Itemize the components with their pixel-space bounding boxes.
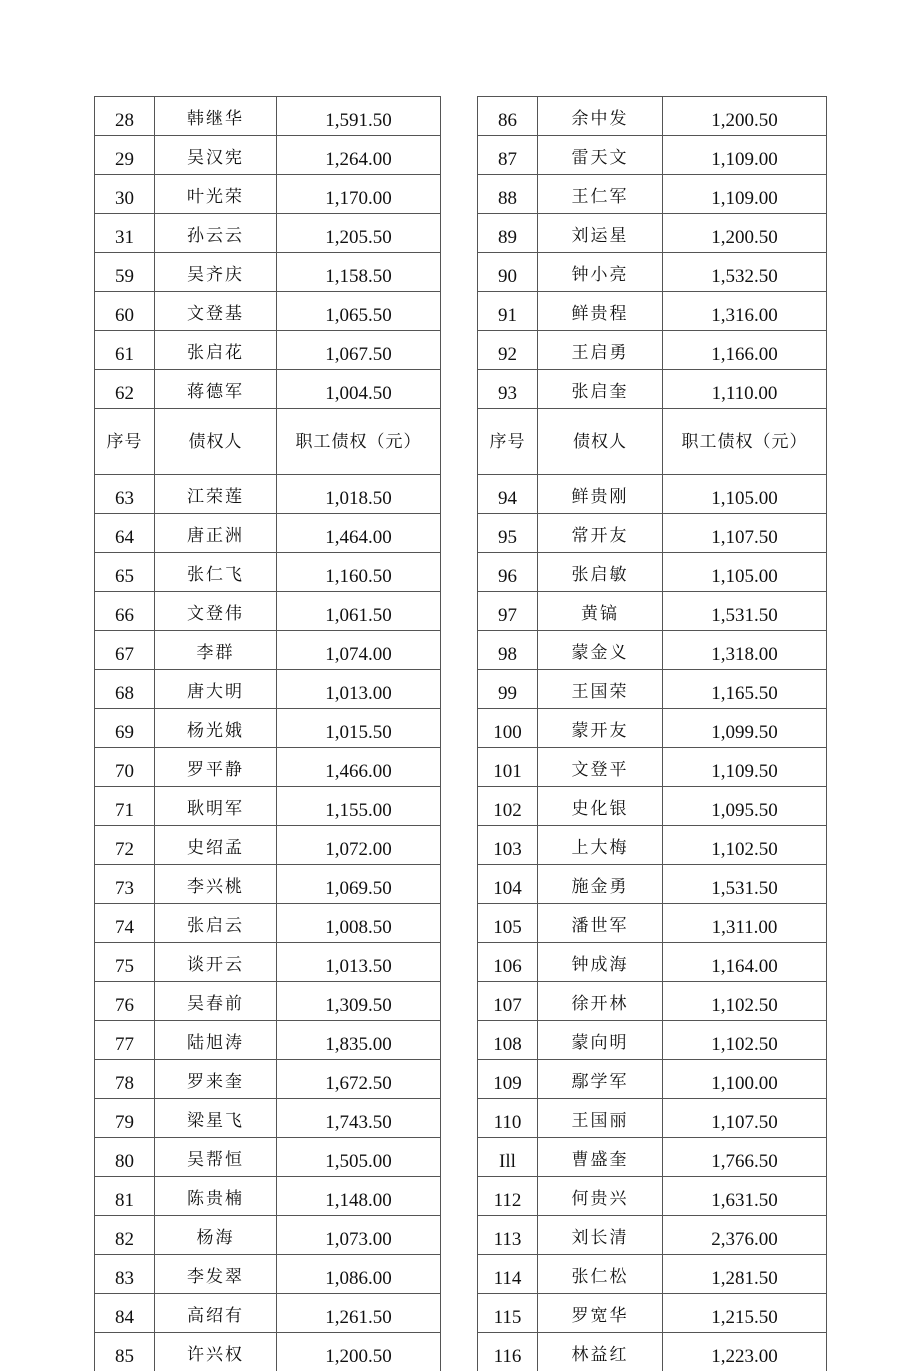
row-creditor: 李群 <box>155 631 277 670</box>
row-amount: 1,215.50 <box>663 1294 827 1333</box>
row-seq: 107 <box>478 982 538 1021</box>
right-header <box>478 409 827 475</box>
row-creditor: 王国荣 <box>538 670 663 709</box>
row-amount: 1,316.00 <box>663 292 827 331</box>
left-header <box>95 409 441 475</box>
row-seq: 115 <box>478 1294 538 1333</box>
row-amount: 1,067.50 <box>277 331 441 370</box>
row-amount: 1,466.00 <box>277 748 441 787</box>
row-seq: 85 <box>95 1333 155 1371</box>
row-creditor: 罗宽华 <box>538 1294 663 1333</box>
row-seq: 89 <box>478 214 538 253</box>
row-creditor: 余中发 <box>538 97 663 136</box>
table-row <box>95 1333 441 1371</box>
row-amount: 1,095.50 <box>663 787 827 826</box>
row-amount: 1,264.00 <box>277 136 441 175</box>
row-seq: Ill <box>478 1138 538 1177</box>
row-creditor: 鲜贵刚 <box>538 475 663 514</box>
table-row <box>95 1294 441 1333</box>
table-header-row <box>95 409 441 475</box>
row-seq: 94 <box>478 475 538 514</box>
row-amount: 1,109.50 <box>663 748 827 787</box>
row-seq: 29 <box>95 136 155 175</box>
row-creditor: 文登伟 <box>155 592 277 631</box>
row-seq: 76 <box>95 982 155 1021</box>
row-amount: 1,766.50 <box>663 1138 827 1177</box>
row-seq: 80 <box>95 1138 155 1177</box>
row-creditor: 唐大明 <box>155 670 277 709</box>
table-row <box>95 1099 441 1138</box>
row-seq: 73 <box>95 865 155 904</box>
row-seq: 28 <box>95 97 155 136</box>
row-creditor: 唐正洲 <box>155 514 277 553</box>
row-creditor: 张启敏 <box>538 553 663 592</box>
row-seq: 63 <box>95 475 155 514</box>
table-row <box>95 1177 441 1216</box>
row-creditor: 文登平 <box>538 748 663 787</box>
table-row <box>478 514 827 553</box>
row-creditor: 雷天文 <box>538 136 663 175</box>
row-creditor: 蒙金义 <box>538 631 663 670</box>
row-seq: 81 <box>95 1177 155 1216</box>
table-row <box>95 982 441 1021</box>
table-row <box>95 826 441 865</box>
row-creditor: 张启花 <box>155 331 277 370</box>
table-row <box>478 1138 827 1177</box>
row-seq: 66 <box>95 592 155 631</box>
row-seq: 87 <box>478 136 538 175</box>
row-creditor: 史绍孟 <box>155 826 277 865</box>
row-creditor: 蒋德军 <box>155 370 277 409</box>
table-row <box>478 97 827 136</box>
row-amount: 1,311.00 <box>663 904 827 943</box>
row-seq: 86 <box>478 97 538 136</box>
left-claims-table <box>94 96 441 1371</box>
table-row <box>478 709 827 748</box>
row-seq: 67 <box>95 631 155 670</box>
row-amount: 1,015.50 <box>277 709 441 748</box>
table-row <box>95 214 441 253</box>
row-amount: 1,013.50 <box>277 943 441 982</box>
table-row <box>95 175 441 214</box>
row-seq: 91 <box>478 292 538 331</box>
row-amount: 1,835.00 <box>277 1021 441 1060</box>
row-creditor: 林益红 <box>538 1333 663 1371</box>
row-amount: 1,505.00 <box>277 1138 441 1177</box>
row-creditor: 许兴权 <box>155 1333 277 1371</box>
row-creditor: 钟成海 <box>538 943 663 982</box>
table-row <box>478 631 827 670</box>
table-row <box>95 787 441 826</box>
table-row <box>478 904 827 943</box>
row-amount: 1,061.50 <box>277 592 441 631</box>
table-row <box>478 370 827 409</box>
table-row <box>478 748 827 787</box>
table-row <box>95 292 441 331</box>
row-creditor: 陆旭涛 <box>155 1021 277 1060</box>
row-amount: 1,105.00 <box>663 475 827 514</box>
row-amount: 1,309.50 <box>277 982 441 1021</box>
row-creditor: 江荣莲 <box>155 475 277 514</box>
table-row <box>478 475 827 514</box>
row-seq: 105 <box>478 904 538 943</box>
row-amount: 1,155.00 <box>277 787 441 826</box>
row-amount: 1,164.00 <box>663 943 827 982</box>
table-row <box>478 1060 827 1099</box>
row-amount: 1,065.50 <box>277 292 441 331</box>
right-claims-table <box>477 96 827 1371</box>
row-creditor: 张启云 <box>155 904 277 943</box>
row-amount: 1,205.50 <box>277 214 441 253</box>
row-seq: 59 <box>95 253 155 292</box>
row-seq: 116 <box>478 1333 538 1371</box>
table-row <box>478 1216 827 1255</box>
row-seq: 100 <box>478 709 538 748</box>
row-seq: 64 <box>95 514 155 553</box>
row-amount: 1,165.50 <box>663 670 827 709</box>
row-amount: 1,107.50 <box>663 1099 827 1138</box>
table-row <box>478 982 827 1021</box>
row-amount: 1,200.50 <box>663 214 827 253</box>
row-creditor: 张启奎 <box>538 370 663 409</box>
row-creditor: 叶光荣 <box>155 175 277 214</box>
row-seq: 90 <box>478 253 538 292</box>
table-row <box>95 514 441 553</box>
row-seq: 88 <box>478 175 538 214</box>
row-creditor: 梁星飞 <box>155 1099 277 1138</box>
row-creditor: 谈开云 <box>155 943 277 982</box>
table-row <box>95 1021 441 1060</box>
row-seq: 113 <box>478 1216 538 1255</box>
table-row <box>478 865 827 904</box>
row-creditor: 吴春前 <box>155 982 277 1021</box>
row-creditor: 杨海 <box>155 1216 277 1255</box>
row-creditor: 耿明军 <box>155 787 277 826</box>
table-row <box>95 631 441 670</box>
header-creditor: 债权人 <box>538 409 663 475</box>
left-top-rows <box>95 97 441 409</box>
table-row <box>95 553 441 592</box>
row-creditor: 罗平静 <box>155 748 277 787</box>
row-seq: 65 <box>95 553 155 592</box>
row-amount: 1,109.00 <box>663 175 827 214</box>
row-creditor: 吴齐庆 <box>155 253 277 292</box>
row-seq: 74 <box>95 904 155 943</box>
row-creditor: 李兴桃 <box>155 865 277 904</box>
row-seq: 93 <box>478 370 538 409</box>
row-amount: 1,166.00 <box>663 331 827 370</box>
row-creditor: 鲜贵程 <box>538 292 663 331</box>
row-creditor: 蒙向明 <box>538 1021 663 1060</box>
row-creditor: 刘运星 <box>538 214 663 253</box>
row-creditor: 徐开林 <box>538 982 663 1021</box>
row-amount: 1,158.50 <box>277 253 441 292</box>
row-creditor: 张仁飞 <box>155 553 277 592</box>
row-amount: 1,074.00 <box>277 631 441 670</box>
row-amount: 1,013.00 <box>277 670 441 709</box>
row-creditor: 王启勇 <box>538 331 663 370</box>
row-creditor: 刘长清 <box>538 1216 663 1255</box>
table-row <box>95 1255 441 1294</box>
row-amount: 1,170.00 <box>277 175 441 214</box>
table-row <box>95 943 441 982</box>
row-amount: 1,631.50 <box>663 1177 827 1216</box>
row-seq: 114 <box>478 1255 538 1294</box>
row-seq: 103 <box>478 826 538 865</box>
table-row <box>95 1216 441 1255</box>
header-seq: 序号 <box>478 409 538 475</box>
table-row <box>95 1138 441 1177</box>
row-amount: 1,086.00 <box>277 1255 441 1294</box>
row-seq: 104 <box>478 865 538 904</box>
row-seq: 83 <box>95 1255 155 1294</box>
table-row <box>95 748 441 787</box>
row-amount: 1,281.50 <box>663 1255 827 1294</box>
row-creditor: 陈贵楠 <box>155 1177 277 1216</box>
row-creditor: 李发翠 <box>155 1255 277 1294</box>
row-seq: 95 <box>478 514 538 553</box>
row-seq: 62 <box>95 370 155 409</box>
table-row <box>95 865 441 904</box>
row-seq: 99 <box>478 670 538 709</box>
row-seq: 75 <box>95 943 155 982</box>
row-amount: 1,672.50 <box>277 1060 441 1099</box>
row-amount: 1,160.50 <box>277 553 441 592</box>
right-top-rows <box>478 97 827 409</box>
row-seq: 69 <box>95 709 155 748</box>
table-row <box>478 943 827 982</box>
row-amount: 1,318.00 <box>663 631 827 670</box>
row-seq: 101 <box>478 748 538 787</box>
row-seq: 61 <box>95 331 155 370</box>
row-amount: 1,102.50 <box>663 826 827 865</box>
row-creditor: 钟小亮 <box>538 253 663 292</box>
row-creditor: 何贵兴 <box>538 1177 663 1216</box>
row-creditor: 曹盛奎 <box>538 1138 663 1177</box>
table-row <box>95 136 441 175</box>
row-amount: 1,073.00 <box>277 1216 441 1255</box>
row-creditor: 潘世军 <box>538 904 663 943</box>
row-seq: 98 <box>478 631 538 670</box>
row-creditor: 史化银 <box>538 787 663 826</box>
row-seq: 109 <box>478 1060 538 1099</box>
row-creditor: 常开友 <box>538 514 663 553</box>
table-row <box>478 592 827 631</box>
table-row <box>478 1099 827 1138</box>
row-amount: 1,200.50 <box>277 1333 441 1371</box>
row-amount: 1,100.00 <box>663 1060 827 1099</box>
row-creditor: 王仁军 <box>538 175 663 214</box>
row-creditor: 鄢学军 <box>538 1060 663 1099</box>
row-amount: 1,743.50 <box>277 1099 441 1138</box>
left-bottom-rows <box>95 475 441 1371</box>
table-row <box>478 253 827 292</box>
row-amount: 1,200.50 <box>663 97 827 136</box>
row-amount: 1,532.50 <box>663 253 827 292</box>
header-claim: 职工债权（元） <box>277 409 441 475</box>
row-seq: 92 <box>478 331 538 370</box>
row-creditor: 上大梅 <box>538 826 663 865</box>
row-creditor: 韩继华 <box>155 97 277 136</box>
table-row <box>95 592 441 631</box>
row-amount: 1,105.00 <box>663 553 827 592</box>
row-creditor: 张仁松 <box>538 1255 663 1294</box>
row-seq: 82 <box>95 1216 155 1255</box>
table-row <box>478 214 827 253</box>
table-row <box>478 1255 827 1294</box>
row-creditor: 高绍有 <box>155 1294 277 1333</box>
row-creditor: 孙云云 <box>155 214 277 253</box>
row-seq: 84 <box>95 1294 155 1333</box>
row-amount: 1,069.50 <box>277 865 441 904</box>
table-row <box>95 904 441 943</box>
row-amount: 1,099.50 <box>663 709 827 748</box>
row-seq: 79 <box>95 1099 155 1138</box>
row-creditor: 文登基 <box>155 292 277 331</box>
table-row <box>95 475 441 514</box>
row-creditor: 施金勇 <box>538 865 663 904</box>
row-creditor: 吴汉宪 <box>155 136 277 175</box>
row-creditor: 蒙开友 <box>538 709 663 748</box>
row-creditor: 黄镐 <box>538 592 663 631</box>
row-amount: 1,531.50 <box>663 592 827 631</box>
row-amount: 1,591.50 <box>277 97 441 136</box>
row-amount: 1,223.00 <box>663 1333 827 1371</box>
table-row <box>95 1060 441 1099</box>
row-seq: 30 <box>95 175 155 214</box>
table-row <box>95 370 441 409</box>
row-amount: 1,109.00 <box>663 136 827 175</box>
table-row <box>478 136 827 175</box>
row-amount: 1,110.00 <box>663 370 827 409</box>
row-amount: 1,107.50 <box>663 514 827 553</box>
row-seq: 77 <box>95 1021 155 1060</box>
table-row <box>95 670 441 709</box>
table-row <box>478 670 827 709</box>
table-row <box>95 97 441 136</box>
row-seq: 70 <box>95 748 155 787</box>
row-amount: 1,261.50 <box>277 1294 441 1333</box>
table-row <box>478 292 827 331</box>
row-seq: 96 <box>478 553 538 592</box>
row-creditor: 罗来奎 <box>155 1060 277 1099</box>
table-header-row <box>478 409 827 475</box>
table-row <box>478 1294 827 1333</box>
table-row <box>95 253 441 292</box>
row-amount: 1,148.00 <box>277 1177 441 1216</box>
row-amount: 1,531.50 <box>663 865 827 904</box>
row-seq: 71 <box>95 787 155 826</box>
table-row <box>95 709 441 748</box>
row-amount: 1,102.50 <box>663 1021 827 1060</box>
row-seq: 108 <box>478 1021 538 1060</box>
row-seq: 102 <box>478 787 538 826</box>
table-row <box>478 331 827 370</box>
table-row <box>478 175 827 214</box>
header-creditor: 债权人 <box>155 409 277 475</box>
table-row <box>478 787 827 826</box>
row-amount: 1,004.50 <box>277 370 441 409</box>
row-seq: 97 <box>478 592 538 631</box>
row-seq: 60 <box>95 292 155 331</box>
row-creditor: 杨光娥 <box>155 709 277 748</box>
row-seq: 110 <box>478 1099 538 1138</box>
row-creditor: 吴帮恒 <box>155 1138 277 1177</box>
row-amount: 1,018.50 <box>277 475 441 514</box>
right-bottom-rows <box>478 475 827 1371</box>
header-claim: 职工债权（元） <box>663 409 827 475</box>
row-seq: 31 <box>95 214 155 253</box>
table-row <box>478 1177 827 1216</box>
row-seq: 72 <box>95 826 155 865</box>
row-amount: 1,072.00 <box>277 826 441 865</box>
row-seq: 112 <box>478 1177 538 1216</box>
row-amount: 1,102.50 <box>663 982 827 1021</box>
table-row <box>478 1021 827 1060</box>
header-seq: 序号 <box>95 409 155 475</box>
table-row <box>478 826 827 865</box>
row-seq: 78 <box>95 1060 155 1099</box>
row-creditor: 王国丽 <box>538 1099 663 1138</box>
table-row <box>478 1333 827 1371</box>
row-amount: 2,376.00 <box>663 1216 827 1255</box>
row-seq: 68 <box>95 670 155 709</box>
table-row <box>95 331 441 370</box>
table-row <box>478 553 827 592</box>
row-amount: 1,464.00 <box>277 514 441 553</box>
row-seq: 106 <box>478 943 538 982</box>
row-amount: 1,008.50 <box>277 904 441 943</box>
